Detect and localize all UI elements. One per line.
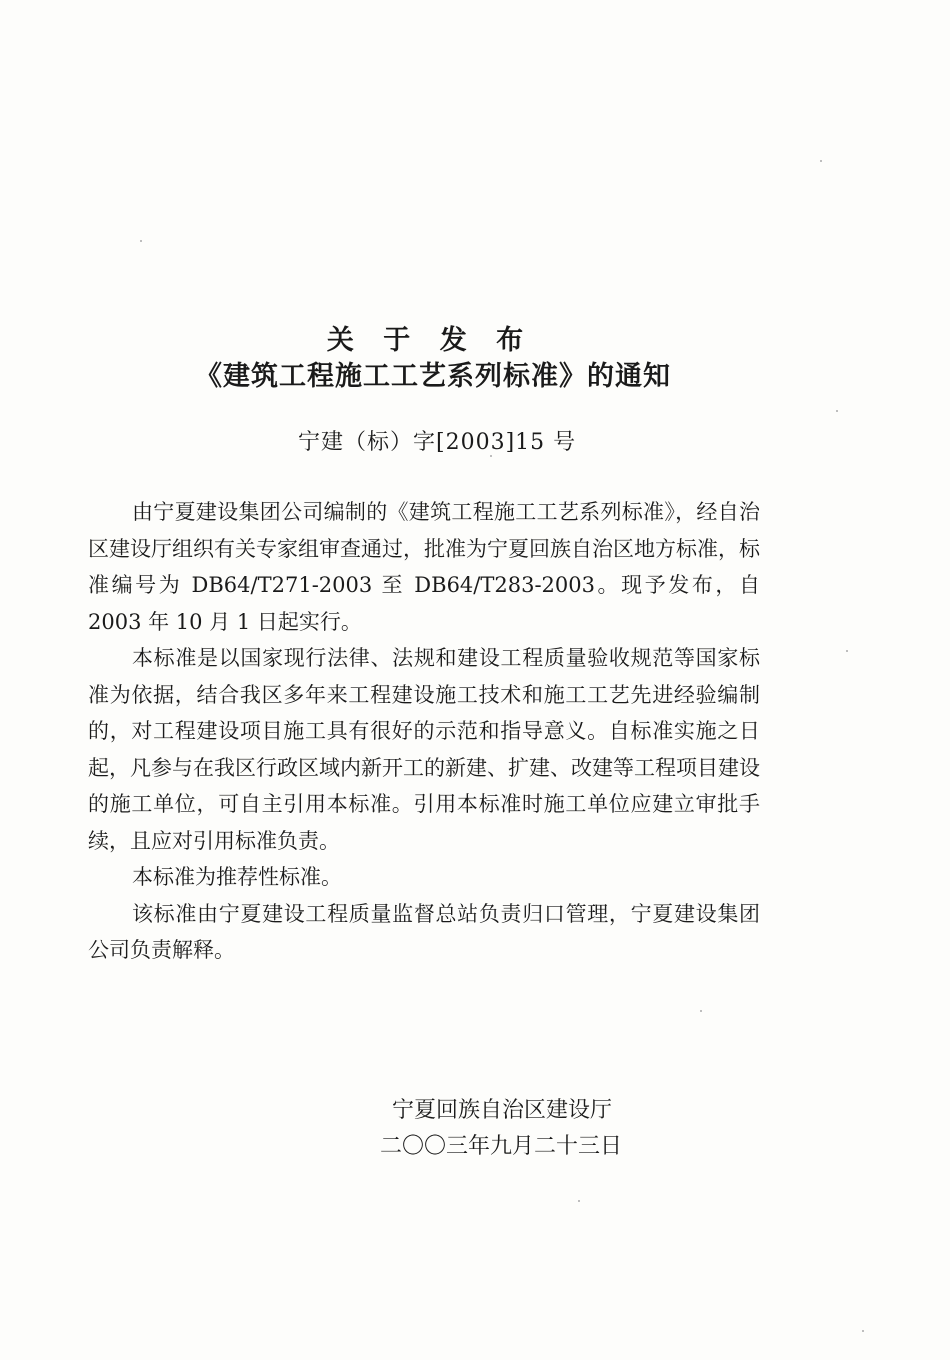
scan-speck xyxy=(140,240,142,242)
body-paragraph-4: 该标准由宁夏建设工程质量监督总站负责归口管理，宁夏建设集团公司负责解释。 xyxy=(88,901,760,962)
notice-body xyxy=(88,494,760,969)
issue-date: 二〇〇三年九月二十三日 xyxy=(380,1134,623,1159)
notice-title-line2: 《建筑工程施工工艺系列标准》的通知 xyxy=(195,361,671,392)
body-paragraph-1: 由宁夏建设集团公司编制的《建筑工程施工工艺系列标准》，经自治区建设厅组织有关专家组审查通过，批准为宁夏回族自治区地方标准，标准编号为 DB64/T271-2003 至 DB64/T283-2003。现予发布，自 2003 年 10 月 1 日起实行。 xyxy=(88,500,760,634)
issuing-organization: 宁夏回族自治区建设厅 xyxy=(392,1098,613,1123)
scan-speck xyxy=(846,650,848,652)
notice-title-line1: 关 于 发 布 xyxy=(326,325,534,356)
scan-speck xyxy=(862,1330,864,1332)
scan-speck xyxy=(700,1010,702,1012)
scan-speck xyxy=(820,160,822,162)
scan-speck xyxy=(490,455,492,457)
signature-block xyxy=(380,1093,622,1165)
body-paragraph-3: 本标准为推荐性标准。 xyxy=(132,865,342,889)
document-number: 宁建（标）字[2003]15 号 xyxy=(298,430,577,455)
scan-speck xyxy=(836,410,838,412)
scan-speck xyxy=(578,1200,580,1202)
body-paragraph-2: 本标准是以国家现行法律、法规和建设工程质量验收规范等国家标准为依据，结合我区多年来工程建设施工技术和施工工艺先进经验编制的，对工程建设项目施工具有很好的示范和指导意义。自标准实施之日起，凡参与在我区行政区域内新开工的新建、扩建、改建等工程项目建设的施工单位，可自主引用本标准。引用本标准时施工单位应建立审批手续，且应对引用标准负责。 xyxy=(88,646,760,853)
